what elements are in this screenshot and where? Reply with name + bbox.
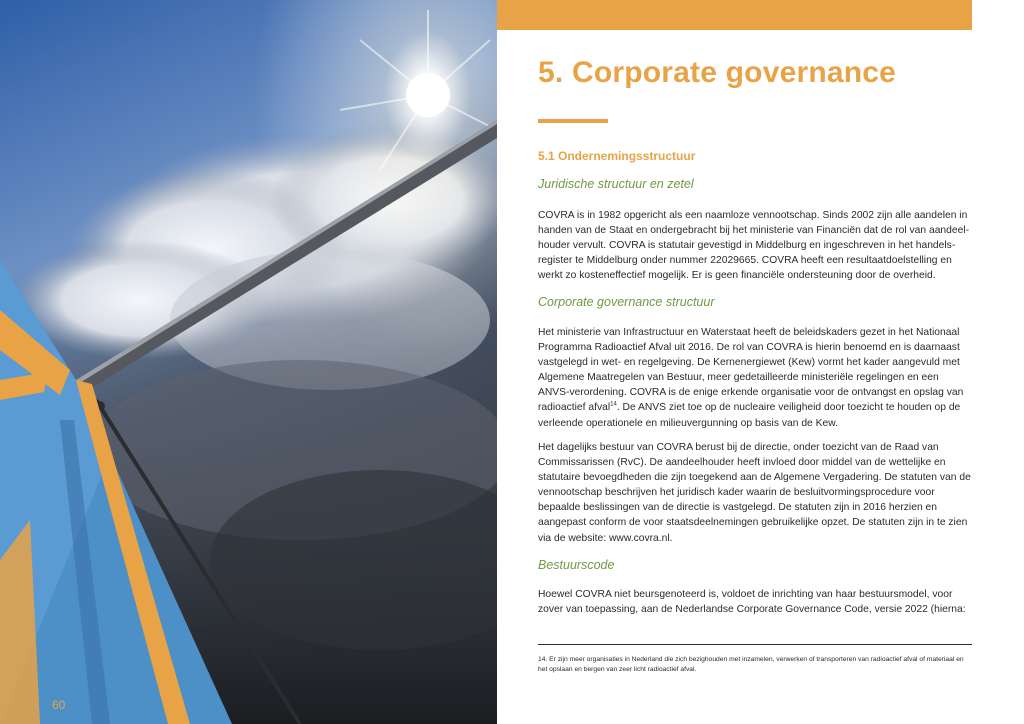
subheading-corporate-governance-structuur: Corporate governance structuur [538, 295, 715, 309]
section-heading: 5.1 Ondernemingsstructuur [538, 149, 696, 163]
paragraph-beleidskaders [538, 325, 972, 431]
paragraph-beleidskaders-part-1: Het ministerie van Infrastructuur en Waterstaat heeft de beleidskaders gezet in het Nationaal Programma Radioactief Afval uit 2016. De rol van COVRA is hierin benoemd en is daarnaast vastgelegd in wet- en regelgeving. De Kernenergiewet (Kew) vormt het kader aangevuld met Algemene Maatregelen van Bestuur, meer gedetailleerde ministeriële regelingen en een ANVS-verordening. COVRA is de enige erkende organisatie voor de ontvangst en opslag van radioactief afval [538, 327, 964, 414]
paragraph-juridische-structuur: COVRA is in 1982 opgericht als een naamloze vennootschap. Sinds 2002 zijn alle aandelen in handen van de Staat en ondergebracht bij het ministerie van Financiën dat de rol van aandeelhouder vervult. COVRA is statutair gevestigd in Middelburg en ingeschreven in het handelsregister te Middelburg onder nummer 22029665. COVRA heeft een resultaatdoelstelling en werkt zo kosteneffectief mogelijk. Er is geen financiële ondersteuning door de overheid. [538, 210, 970, 282]
subheading-juridische-structuur: Juridische structuur en zetel [538, 177, 694, 191]
footnote-14: 14. Er zijn meer organisaties in Nederland die zich bezighouden met inzamelen, verwerken of transporteren van radioactief afval of materiaal en het opslaan en bergen van zeer licht radioactief afval. [538, 656, 964, 674]
subheading-bestuurscode: Bestuurscode [538, 558, 615, 572]
paragraph-beleidskaders-part-2: . De ANVS ziet toe op de nucleaire veiligheid door toezicht te houden op de verleende operationele en milieuvergunning op basis van de Kew. [538, 402, 961, 429]
sky-with-sun-and-mast-image [0, 0, 497, 724]
footnote-divider [538, 644, 972, 645]
title-underline [538, 119, 608, 123]
page-number: 60 [52, 698, 66, 712]
paragraph-dagelijks-bestuur: Het dagelijks bestuur van COVRA berust bij de directie, onder toezicht van de Raad van Commissarissen (RvC). De aandeelhouder heeft invloed door middel van de wettelijke en statutaire bevoegdheden die zijn toegekend aan de Algemene Vergadering. De statuten van de vennootschap beschrijven het juridisch kader waarin de besluitvormingsprocedure voor bepaalde beslissingen van de directie is vastgelegd. De statuten zijn in 2016 herzien en aangepast conform de voor staatsdeelnemingen gebruikelijke opzet. De statuten zijn in te zien via de website: www.covra.nl. [538, 442, 971, 544]
chapter-title: 5. Corporate governance [538, 56, 897, 89]
footnote-reference[interactable]: 14 [610, 402, 617, 409]
paragraph-bestuurscode: Hoewel COVRA niet beursgenoteerd is, voldoet de inrichting van haar bestuursmodel, voor zover van toepassing, aan de Nederlandse Corporate Governance Code, versie 2022 (hierna: [538, 589, 966, 616]
